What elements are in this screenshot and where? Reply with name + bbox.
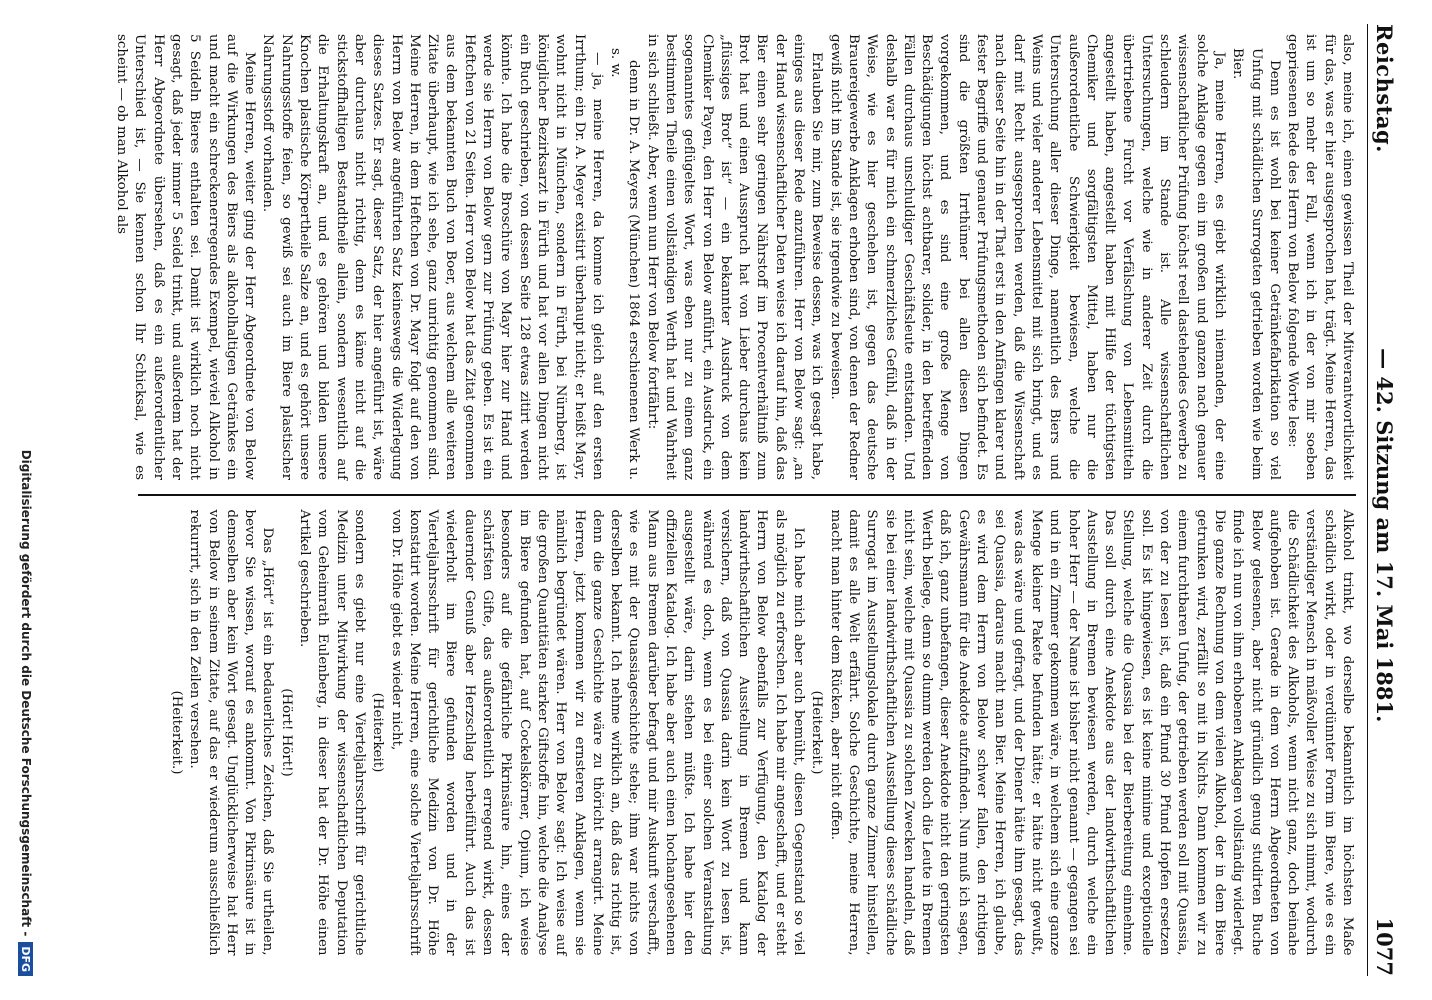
paragraph: sondern es giebt nur eine Vierteljahrsschrift für gerichtliche Medizin unter Mitwirkung der wissenschaftlichen Deputation vom Geheimrath Eulenberg, in dieser hat der Dr. Höhe einen Artikel geschrieben. (297, 509, 367, 956)
text-columns (114, 24, 1356, 976)
interjection: (Heiterkeit) (370, 692, 386, 773)
header-title: Reichstag. (1372, 24, 1397, 153)
interjection: (Heiterkeit.) (169, 690, 184, 775)
left-column (114, 24, 1356, 490)
interjection: (Hört! Hört!) (278, 688, 294, 777)
digitization-credit (16, 24, 36, 976)
paragraph: Ja, meine Herren, es giebt wirklich niemanden, der eine solche Anklage gegen ein im großen und ganzen nach genauer wissenschaftlicher Prüfung höchst reell dastehendes Gewerbe zu schleudern im Stande ist. Alle wissenschaftlichen Untersuchungen, welche wie in anderer Zeit durch die übertriebene Furcht vor Verfälschung von Lebensmitteln angestellt haben, angestellt haben mit Hilfe der tüchtigsten Chemiker und sorgfältigsten Mittel, haben nur die außerordentliche Schwierigkeit bewiesen, welche die Untersuchung aller dieser Dinge, namentlich des Biers und Weins und vieler anderer Lebensmittel mit sich bringt, und es darf mit Recht ausgesprochen werden, daß die Wissenschaft nach dieser Seite hin in der That erst in den Anfängen klarer und fester Begriffe und genauer Prüfungsmethoden sich befindet. Es sind die größten Irrthümer bei allen diesen Dingen vorgekommen, und es sind eine große Menge von Beschädigungen höchst achtbarer, solider, in den betreffenden Fällen durchaus unschuldiger Geschäftsleute entstanden. Und deshalb war es für mich ein schmerzliches Gefühl, daß in der Weise, wie es hier geschehen ist, gegen das deutsche Brauereigewerbe Anklagen erhoben sind, von denen der Redner gewiß nicht im Stande ist, sie irgendwie zu beweisen. (827, 34, 1227, 480)
dfg-logo-icon: DFG (19, 942, 34, 976)
page-number: 1077 (1372, 917, 1397, 976)
interjection: (Heiterkeit.) (809, 690, 825, 775)
paragraph: — ja, meine Herren, da komme ich gleich auf den ersten Irrthum; ein Dr. A. Meyer existirt überhaupt nicht; er heißt Mayr, wohnt nicht in München, sondern in Fürth, bei Nürnberg, ist königlicher Bezirksarzt in Fürth und hat vor allen Dingen nicht ein Buch geschrieben, von dessen Seite 128 etwas zitirt werden könnte. Ich habe die Broschüre von Mayr hier zur Hand und werde sie Herrn von Below gern zur Prüfung geben. Es ist ein Heftchen von 21 Seiten. Herr von Below hat das Zitat genommen aus dem bekannten Buch von Boer, aus welchem alle weiteren Zitate überhaupt, wie ich sehe, ganz unrichtig genommen sind. Meine Herren, in dem Heftchen von Dr. Mayr folgt auf den von Herrn von Below angeführten Satz keineswegs die Widerlegung dieses Satzes. Er sagt, dieser Satz, der hier angeführt ist, wäre aber durchaus nicht richtig, denn es käme nicht auf die stickstoffhaltigen Bestandtheile allein, sondern wesentlich auf die Erhaltungskraft an, und es gehören und bilden unsere Knochen plastische Körpertheile Salze an, und es gehört unsere Nahrungsstoffe feien, so gewiß sei auch im Biere plastischer Nahrungsstoff vorhanden. (260, 34, 605, 480)
page-header (1367, 24, 1408, 976)
paragraph: also, meine ich, einen gewissen Theil der Mitverantwortlichkeit für das, was er hier ausgesprochen hat, trägt. Meine Herren, das ist um so mehr der Fall, wenn ich in der von mir soeben gepriesenen Rede des Herrn von Below folgende Worte lese: (1285, 34, 1355, 480)
quotation: Denn es ist wohl bei keiner Getränkefabrikation so viel Unfug mit schädlichen Surrogaten getrieben worden wie beim Bier. (1230, 48, 1282, 480)
paragraph: Meine Herren, weiter ging der Herr Abgeordnete von Below auf die Wirkungen des Biers als alkoholhaltigen Getränkes ein und macht ein schreckenerregendes Exempel, wieviel Alkohol in 5 Seideln Bieres enthalten sei. Damit ist wirklich noch nicht gesagt, daß jeder immer 5 Seidel trinkt, und außerdem hat der Herr Abgeordnete übersehen, daß es ein außerordentlicher Unterschied ist, — Sie kennen schon Ihr Schicksal, wie es scheint — ob man Alkohol als (114, 34, 258, 480)
paragraph: Das „Hört“ ist ein bedauerliches Zeichen, daß Sie urtheilen, bevor Sie wissen, worauf es ankommt. Von Pikrinsäure ist in demselben aber kein Wort gesagt. Unglücklicherweise hat Herr von Below in seinem Zitate, auf das er wiederum ausschließlich rekurrirt, sich in den Zeilen versehen. (187, 509, 276, 956)
right-column (138, 500, 1356, 966)
paragraph: Erlauben Sie mir, zum Beweise dessen, was ich gesagt habe, einiges aus dieser Rede anzuführen. Herr von Below sagt: „an der Hand wissenschaftlicher Daten weise ich darauf hin, daß das Bier einen sehr geringen Nährstoff im Procentverhältniß zum Brot hat und einen Ausspruch hat von Lieber durchaus kein „flüssiges Brot“ ist“ — ein bekannter Ausdruck von dem Chemiker Payen, den Herr von Below anführt, ein Ausdruck, ein sogenanntes geflügeltes Wort, was eben nur zu einem ganz bestimmten Theile einen vollständigen Werth hat und Wahrheit in sich schließt. Aber, wenn nun Herr von Below fortfährt: (644, 34, 825, 480)
credit-text: Digitalisierung gefördert durch die Deutsche Forschungsgemeinschaft - (19, 449, 33, 937)
header-session: — 42. Sitzung am 17. Mai 1881. (1372, 348, 1397, 723)
quotation: denn in Dr. A. Meyers (München) 1864 erschienenen Werk u. s. w. (608, 48, 642, 480)
column-divider (138, 494, 1356, 496)
paragraph: Ich habe mich aber auch bemüht, diesen Gegenstand so viel als möglich zu erforschen. Ich habe mir angeschafft, und er steht Herrn von Below ebenfalls zur Verfügung, den Katalog der landwirthschaftlichen Ausstellung in Bremen und kann versichern, daß von Quassia darin kein Wort zu lesen ist, während es doch, wenn es bei einer solchen Veranstaltung ausgestellt wäre, darin stehen müßte. Ich habe hier den offiziellen Katalog. Ich habe aber auch einen hochangesehenen Mann aus Bremen darüber befragt und mir Auskunft verschafft, wie es mit der Quassiageschichte stehe; ihm war nichts von derselben bekannt. Ich nehme wirklich an, daß das richtig ist, denn die ganze Geschichte wäre zu thöricht arrangirt. Meine Herren, jetzt kommen wir zu ernsteren Anklagen, wenn sie nämlich begründet wären. Herr von Below sagt: Ich weise auf die großen Quantitäten starker Giftstoffe hin, welche die Analyse im Biere gefunden hat, auf Cockelskörner, Opium, ich weise besonders auf die gefährliche Pikrinsäure hin, eines der schärfsten Gifte, das außerordentlich erregend wirkt, dessen dauernder Genuß aber Herzschlag herbeiführt. Auch das ist wiederholt im Biere gefunden worden und in der Vierteljahrsschrift für gerichtliche Medizin von Dr. Höhe konstatirt worden. Meine Herren, eine solche Vierteljahrsschrift von Dr. Höhe giebt es wieder nicht, (388, 509, 807, 956)
paragraph: Alkohol trinkt, wo derselbe bekanntlich im höchsten Maße schädlich wirkt, oder in verdünnter Form im Biere, wie es ein verständiger Mensch in mäßvoller Weise zu sich nimmt, wodurch die Schädlichkeit des Alkohols, wenn nicht ganz, doch beinahe aufgehoben ist. Gerade in dem von Herrn Abgeordneten von Below gelesenen, aber nicht gründlich genug studirten Buche finde ich nun von ihm erhobenen Anklagen vollständig widerlegt. Die ganze Rechnung von dem vielen Alkohol, der in dem Biere getrunken wird, zerfällt so mit in Nichts. Dann kommen wir zu einem furchtbaren Unfug, der getrieben werden soll mit Quassia, von der zu lesen ist, daß ein Pfund 30 Pfund Hopfen ersetzen soll. Es ist hingewiesen, es ist keine minime und exceptionelle Stellung, welche die Quassia bei der Bierbereitung einnehme. Das soll durch eine Anekdote aus der landwirthschaftlichen Ausstellung in Bremen bewiesen werden, durch welche ein hoher Herr — der Name ist bisher nicht genannt — gegangen sei und in ein Zimmer gekommen wäre, in welchem sich eine ganze Menge kleiner Pakete befunden hätte; er hätte nicht gewußt, was das wäre und gefragt, und der Diener hätte ihm gesagt, das sei Quassia, daraus macht man Bier. Meine Herren, ich glaube, es wird dem Herrn von Below schwer fallen, den richtigen Gewährsmann für die Anekdote aufzufinden. Nun muß ich sagen, daß ich, ganz unbefangen, dieser Anekdote nicht den geringsten Werth beilege, denn so dumm werden doch die Leute in Bremen nicht sein, welche mit Quassia zu solchen Zwecken handeln, daß sie bei einer landwirthschaftlichen Ausstellung dieses schädliche Surrogat im Ausstellungslokale durch ganze Zimmer hinstellen, damit es alle Welt erfährt. Solche Geschichte, meine Herren, macht man hinter dem Rücken, aber nicht offen. (827, 509, 1355, 956)
